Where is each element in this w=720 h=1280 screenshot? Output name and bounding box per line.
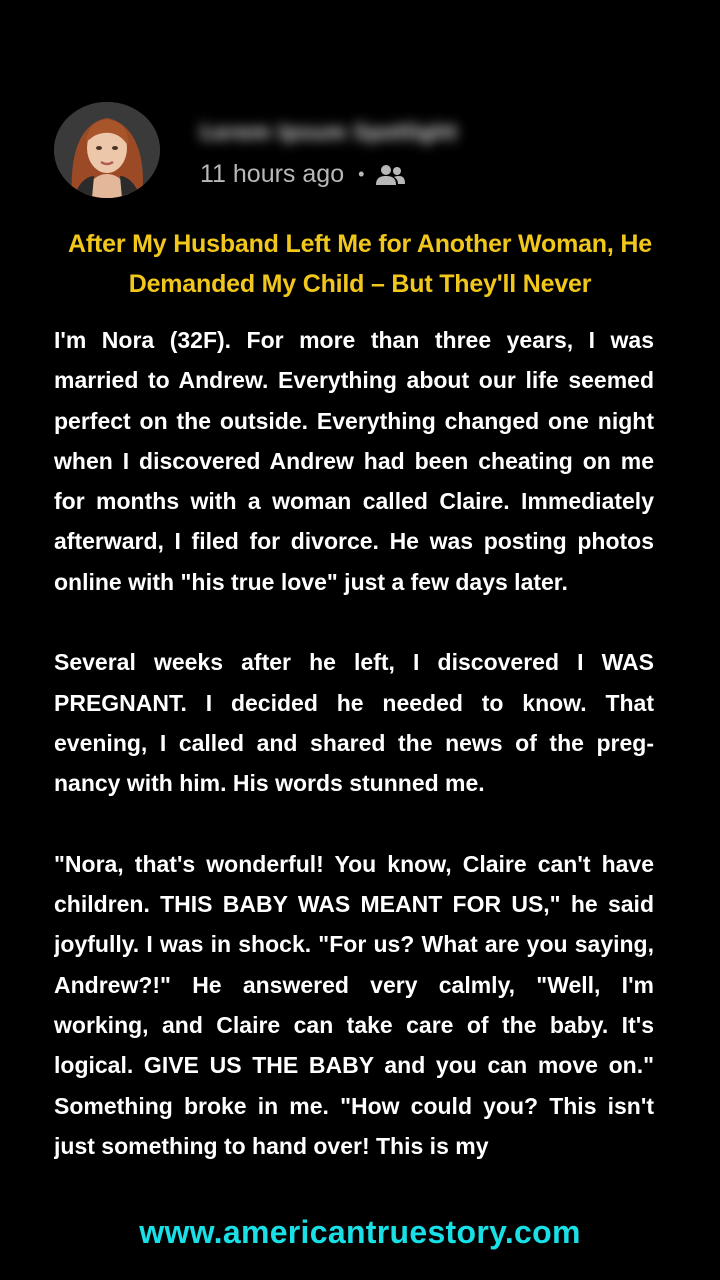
website-link[interactable]: www.americantruestory.com <box>139 1214 581 1250</box>
story-paragraph: Several weeks after he left, I discovered I WAS PREGNANT. I decided he needed to know. That evening, I called and shared the news of the pregnancy with him. His words stunned me. <box>54 649 654 797</box>
author-name[interactable]: Lorem Ipsum Spotlight <box>200 120 458 144</box>
story-title: After My Husband Left Me for Another Woman, He Demanded My Child – But They'll Never <box>68 230 652 298</box>
story-paragraph: "Nora, that's wonderful! You know, Claire can't have children. THIS BABY WAS MEANT FOR US," he said joyfully. I was in shock. "For us? What are you saying, Andrew?!" He answered very calmly, "Well, I'm working, and Claire can take care of the baby. It's logical. GIVE US THE BABY and you can move on." Something broke in me. "How could you? This isn't just something to hand over! This is my <box>54 850 654 1159</box>
author-avatar[interactable] <box>54 102 160 198</box>
post-header <box>54 100 674 200</box>
friends-icon[interactable] <box>374 163 406 187</box>
post-meta <box>200 160 406 189</box>
avatar-portrait-icon <box>54 102 160 198</box>
post-time[interactable]: 11 hours ago <box>200 160 345 188</box>
story-paragraph: I'm Nora (32F). For more than three years, I was married to Andrew. Everything about our life seemed perfect on the outside. Everything changed one night when I discovered Andrew had been cheating on me for months with a woman called Claire. Immediately afterward, I filed for divorce. He was posting photos online with "his true love" just a few days later. <box>54 327 654 595</box>
story-body <box>54 320 654 1206</box>
meta-separator: • <box>358 164 365 184</box>
